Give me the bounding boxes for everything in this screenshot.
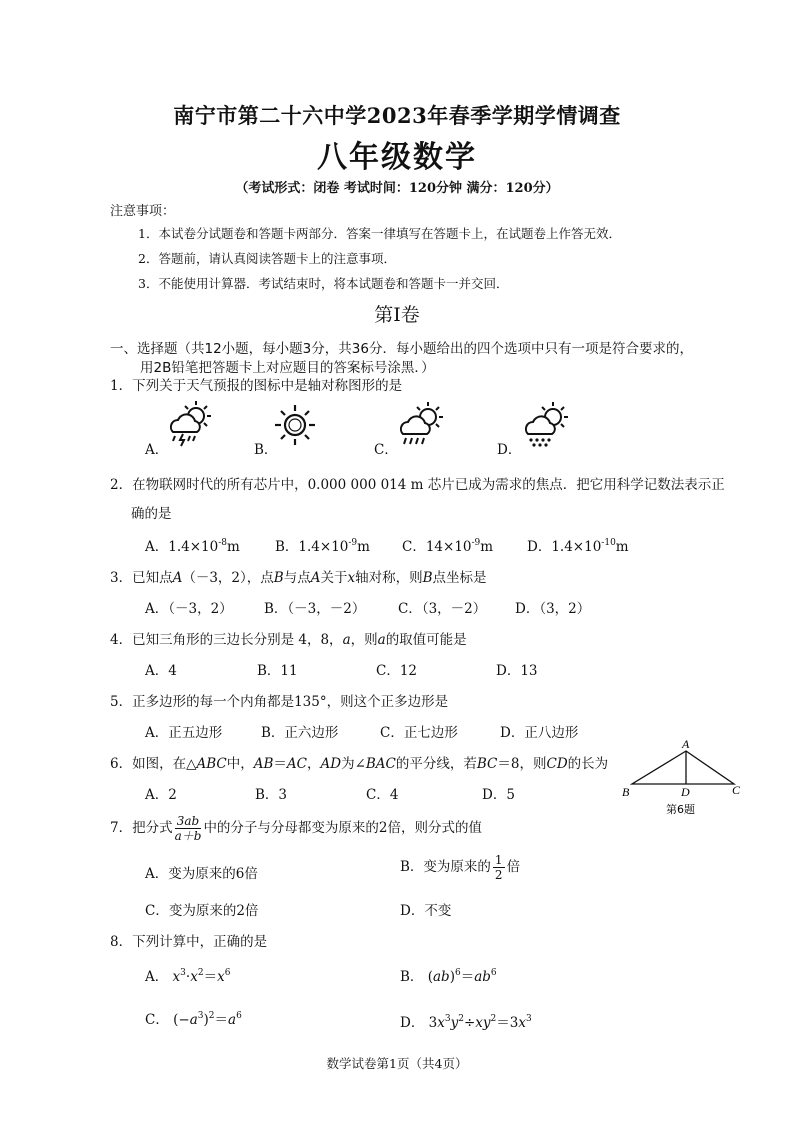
section-heading: 一、选择题（共12小题，每小题3分，共36分．每小题给出的四个选项中只有一项是符合要求的， [110,341,693,357]
q5-option-a: A．正五边形 [145,725,223,741]
section-heading-cont: 用2B铅笔把答题卡上对应题目的答案标号涂黑．） [140,360,435,376]
q5-option-c: C．正七边形 [380,725,458,741]
question-8-stem: 8．下列计算中，正确的是 [110,934,268,950]
sun-icon [272,402,318,448]
sun-cloud-snow-icon [522,400,572,450]
question-6-stem: 6．如图，在△ABC中，AB＝AC，AD为∠BAC的平分线，若BC＝8，则CD的长为 [110,756,609,772]
page-title: 南宁市第二十六中学2023年春季学期学情调查 [173,103,621,128]
q1-option-c-label: C． [374,442,398,458]
sun-cloud-rain-icon [397,400,447,450]
q6-option-c: C．4 [366,787,399,803]
q2-option-c: C．$14\times 10^{-9}m$ [402,538,494,555]
volume-title: 第Ⅰ卷 [374,304,420,326]
q8-option-c: C． $(-a^3)^2=a^6$ [145,1011,242,1028]
fraction-3ab-over-a-plus-b: $\frac{3ab}{a+b}$ [174,814,202,843]
question-2-stem: 2．在物联网时代的所有芯片中，0.000 000 014 m 芯片已成为需求的焦点．把它用科学记数法表示正 [110,477,725,493]
q7-option-c: C．变为原来的2倍 [145,903,259,919]
vertex-d-label: D [681,785,690,799]
q2-option-b: B．$1.4\times 10^{-9}m$ [275,538,370,555]
q5-option-d: D．正八边形 [500,725,579,741]
note-item: 1．本试卷分试题卷和答题卡两部分．答案一律填写在答题卡上，在试题卷上作答无效． [138,226,621,241]
q1-option-d-label: D． [497,442,522,458]
q3-option-b: B．（－3，－2） [264,601,366,617]
q6-option-a: A．2 [145,787,177,803]
triangle-figure [620,737,744,819]
q4-option-c: C．12 [376,663,418,679]
q4-option-d: D．13 [496,663,538,679]
q3-option-c: C．（3，－2） [398,601,487,617]
question-5-stem: 5．正多边形的每一个内角都是135°，则这个正多边形是 [110,694,449,710]
q1-option-b-label: B． [254,442,278,458]
q8-option-d: D． $3x^3y^2\div xy^2=3x^3$ [400,1014,532,1031]
q4-option-b: B．11 [257,663,298,679]
q4-option-a: A．4 [145,663,177,679]
question-2-stem-cont: 确的是 [131,506,172,522]
note-item: 3．不能使用计算器．考试结束时，将本试题卷和答题卡一并交回． [138,276,509,291]
q7-option-d: D．不变 [400,903,452,919]
sun-cloud-thunder-rain-icon [165,398,217,450]
question-3-stem: 3．已知点A（－3，2），点B与点A关于x轴对称，则B点坐标是 [110,570,487,586]
subject-title: 八年级数学 [317,140,477,175]
q6-option-d: D．5 [482,787,515,803]
q8-option-a: A． $x^3\cdot x^2=x^6$ [145,968,231,985]
fraction-one-half: $\frac{1}{2}$ [494,853,503,882]
notes-heading: 注意事项： [110,204,176,219]
q2-option-d: D．$1.4\times 10^{-10}m$ [527,538,629,555]
q6-option-b: B．3 [255,787,288,803]
q1-option-a-label: A． [145,442,169,458]
vertex-a-label: A [682,737,690,751]
q2-option-a: A．$1.4\times 10^{-8}m$ [145,538,240,555]
q7-option-b: B．变为原来的 $\frac{1}{2}$ 倍 [400,853,521,882]
q3-option-d: D．（3，2） [515,601,591,617]
figure-caption: 第6题 [666,803,695,816]
q3-option-a: A．（－3，2） [145,601,233,617]
note-item: 2．答题前，请认真阅读答题卡上的注意事项． [138,251,396,266]
q8-option-b: B． $(ab)^6=ab^6$ [400,968,497,985]
q5-option-b: B．正六边形 [261,725,339,741]
vertex-c-label: C [732,783,741,797]
vertex-b-label: B [622,785,630,799]
page-footer: 数学试卷第1页（共4页） [326,1056,468,1071]
exam-info: （考试形式：闭卷 考试时间：120分钟 满分：120分） [235,181,559,196]
question-1-stem: 1．下列关于天气预报的图标中是轴对称图形的是 [110,378,403,394]
question-7-stem: 7．把分式 $\frac{3ab}{a+b}$ 中的分子与分母都变为原来的2倍，则分式的值 [110,814,483,843]
question-4-stem: 4．已知三角形的三边长分别是 4，8，a，则a的取值可能是 [110,632,467,648]
q7-option-a: A．变为原来的6倍 [145,866,258,882]
